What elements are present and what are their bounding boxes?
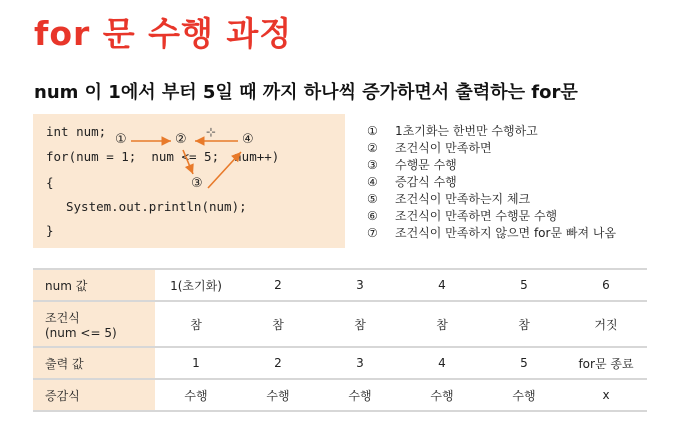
code-line-3: { — [46, 175, 54, 190]
table-row: 출력 값 1 2 3 4 5 for문 종료 — [33, 346, 647, 378]
list-item: ③ 수행문 수행 — [367, 158, 457, 172]
code-line-2: for(num = 1; num <= 5; num++) — [46, 149, 280, 164]
list-item: ① 1초기화는 한번만 수행하고 — [367, 124, 538, 138]
flow-arrows — [33, 114, 345, 248]
step-list — [367, 123, 616, 242]
list-item: ② 조건식이 만족하면 — [367, 141, 492, 155]
loop-trace-table — [33, 268, 647, 412]
code-box — [33, 114, 345, 248]
list-item: ⑦ 조건식이 만족하지 않으면 for문 빠져 나옴 — [367, 226, 617, 240]
list-item: ④ 증감식 수행 — [367, 175, 457, 189]
row-header: num 값 — [33, 268, 155, 300]
row-header: 출력 값 — [33, 346, 155, 378]
row-header: 조건식 (num <= 5) — [33, 300, 155, 346]
row-header: 증감식 — [33, 378, 155, 412]
slide-subtitle: num 이 1에서 부터 5일 때 까지 하나씩 증가하면서 출력하는 for문 — [34, 82, 578, 103]
code-line-1: int num; — [46, 124, 107, 139]
marker-4: ④ — [242, 132, 254, 147]
list-item: ⑥ 조건식이 만족하면 수행문 수행 — [367, 209, 558, 223]
table-row: num 값 1(초기화) 2 3 4 5 6 — [33, 268, 647, 300]
list-item: ⑤ 조건식이 만족하는지 체크 — [367, 192, 531, 206]
code-line-5: } — [46, 223, 54, 238]
slide-title: for 문 수행 과정 — [34, 14, 293, 53]
code-line-4: System.out.println(num); — [66, 199, 247, 214]
move-cursor-icon: ⊹ — [206, 125, 217, 139]
table-row: 조건식 (num <= 5) 참 참 참 참 참 거짓 — [33, 300, 647, 346]
arrow-2-to-3 — [183, 150, 193, 174]
arrow-3-to-4 — [208, 152, 241, 188]
marker-2: ② — [175, 132, 187, 147]
marker-1: ① — [115, 132, 127, 147]
table-row: 증감식 수행 수행 수행 수행 수행 x — [33, 378, 647, 412]
marker-3: ③ — [191, 176, 203, 191]
